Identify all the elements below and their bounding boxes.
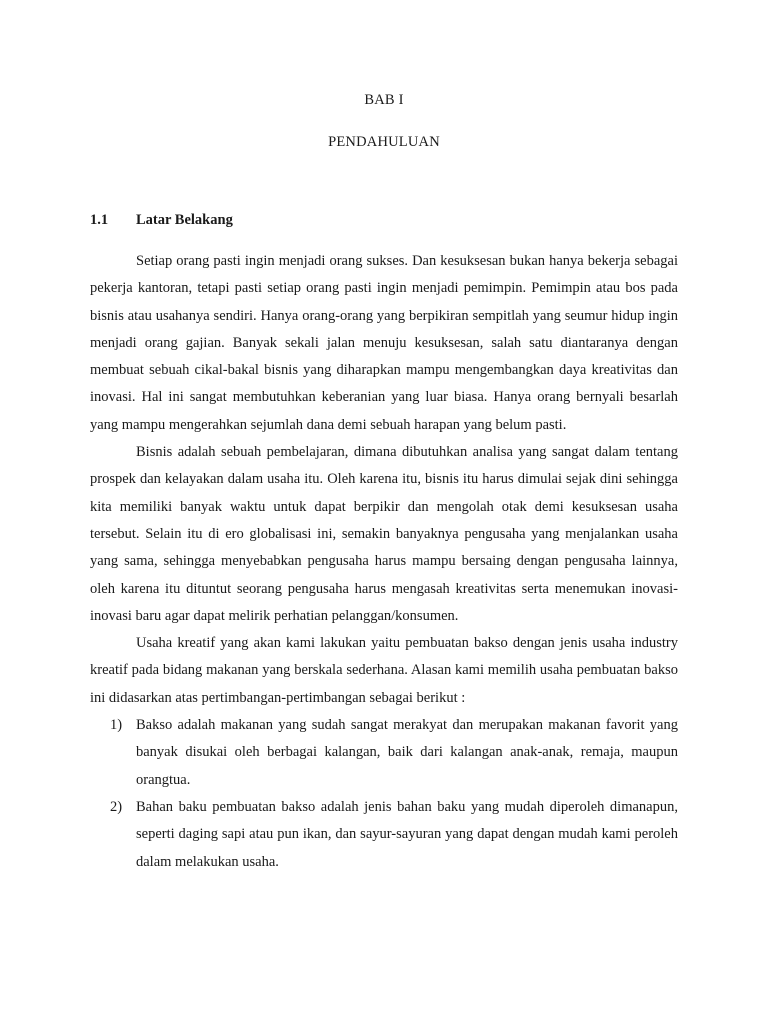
list-item — [90, 794, 678, 876]
section-heading — [90, 212, 233, 229]
list-item-text: Bakso adalah makanan yang sudah sangat merakyat dan merupakan makanan favorit yang banyak disukai oleh berbagai kalangan, baik dari kalangan anak-anak, remaja, maupun orangtua. — [136, 717, 678, 788]
section-number: 1.1 — [90, 212, 109, 228]
section-title: Latar Belakang — [136, 212, 233, 228]
paragraph: Bisnis adalah sebuah pembelajaran, dimana dibutuhkan analisa yang sangat dalam tentang prospek dan kelayakan dalam usaha itu. Oleh karena itu, bisnis itu harus dimulai sejak dini sehingga kita memiliki banyak waktu untuk dapat berpikir dan mengolah otak demi kesuksesan usaha tersebut. Selain itu di ero globalisasi ini, semakin banyaknya pengusaha yang menjalankan usaha yang sama, sehingga menyebabkan pengusaha harus mampu bersaing dengan pengusaha lainnya, oleh karena itu dituntut seorang pengusaha harus mengasah kreativitas serta menemukan inovasi-inovasi baru agar dapat melirik perhatian pelanggan/konsumen. — [90, 444, 678, 624]
chapter-title: PENDAHULUAN — [328, 134, 440, 150]
paragraph: Usaha kreatif yang akan kami lakukan yaitu pembuatan bakso dengan jenis usaha industry kreatif pada bidang makanan yang berskala sederhana. Alasan kami memilih usaha pembuatan bakso ini didasarkan atas pertimbangan-pertimbangan sebagai berikut : — [90, 635, 678, 706]
numbered-list — [90, 712, 678, 876]
document-body — [90, 248, 678, 876]
list-item-text: Bahan baku pembuatan bakso adalah jenis bahan baku yang mudah diperoleh dimanapun, seperti daging sapi atau pun ikan, dan sayur-sayuran yang dapat dengan mudah kami peroleh dalam melakukan usaha. — [136, 798, 678, 870]
list-marker: 2) — [110, 798, 123, 815]
chapter-number: BAB I — [364, 92, 404, 108]
list-item — [90, 712, 678, 794]
paragraph: Setiap orang pasti ingin menjadi orang sukses. Dan kesuksesan bukan hanya bekerja sebagai pekerja kantoran, tetapi pasti setiap orang pasti ingin menjadi pemimpin. Pemimpin atau bos pada bisnis atau usahanya sendiri. Hanya orang-orang yang berpikiran sempitlah yang seumur hidup ingin menjadi orang gajian. Banyak sekali jalan menuju kesuksesan, salah satu diantaranya dengan membuat sebuah cikal-bakal bisnis yang diharapkan mampu mengembangkan daya kreativitas dan inovasi. Hal ini sangat membutuhkan keberanian yang luar biasa. Hanya orang bernyali besarlah yang mampu mengerahkan sejumlah dana demi sebuah harapan yang belum pasti. — [90, 253, 678, 433]
list-marker: 1) — [110, 717, 123, 734]
